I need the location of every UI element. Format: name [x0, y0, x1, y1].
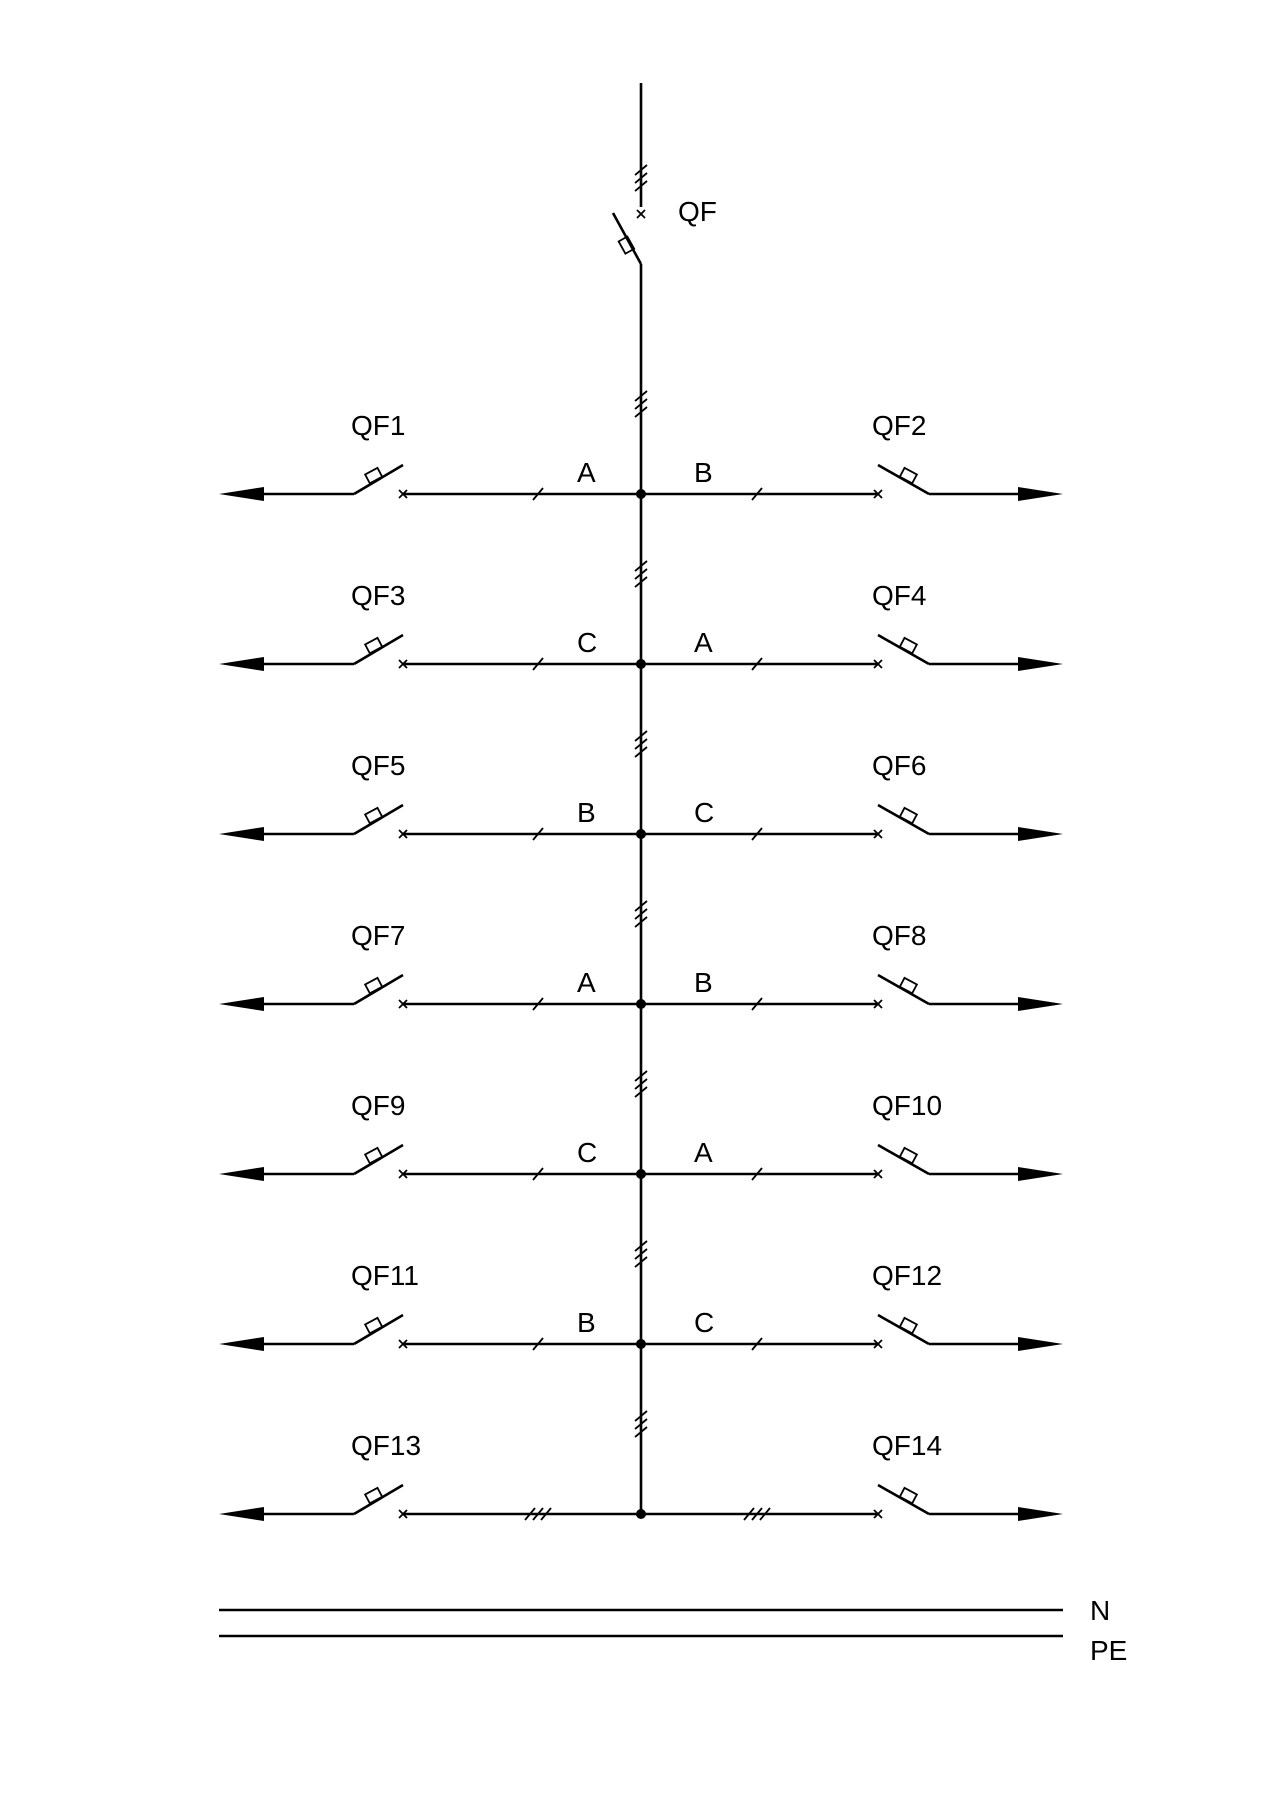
- right-arrow-icon: [1018, 997, 1063, 1011]
- right-arrow-icon: [1018, 1167, 1063, 1181]
- breaker-trip-unit: [900, 978, 917, 993]
- left-arrow-icon: [219, 657, 264, 671]
- right-arrow-icon: [1018, 487, 1063, 501]
- right-phase-label: C: [694, 1307, 715, 1338]
- junction-dot: [636, 1169, 646, 1179]
- right-breaker: [878, 805, 929, 834]
- right-arrow-icon: [1018, 1507, 1063, 1521]
- right-breaker-label: QF6: [872, 750, 927, 781]
- right-breaker: [878, 465, 929, 494]
- left-arrow-icon: [219, 487, 264, 501]
- right-arrow-icon: [1018, 1337, 1063, 1351]
- left-breaker-label: QF13: [351, 1430, 422, 1461]
- left-breaker-label: QF11: [351, 1260, 419, 1291]
- left-breaker: [354, 805, 403, 834]
- junction-dot: [636, 489, 646, 499]
- right-arrow-icon: [1018, 657, 1063, 671]
- junction-dot: [636, 999, 646, 1009]
- left-breaker-label: QF9: [351, 1090, 406, 1121]
- right-phase-label: B: [694, 967, 713, 998]
- left-breaker-label: QF7: [351, 920, 406, 951]
- main-breaker: [613, 196, 717, 264]
- left-arrow-icon: [219, 1337, 264, 1351]
- right-breaker: [878, 635, 929, 664]
- right-conductor-ticks: [744, 1508, 770, 1520]
- trunk-conductor-ticks: [635, 561, 647, 587]
- trunk-conductor-ticks: [635, 165, 647, 191]
- left-breaker: [354, 1315, 403, 1344]
- trunk-conductor-ticks: [635, 901, 647, 927]
- breaker-trip-unit: [365, 1148, 382, 1163]
- right-breaker-label: QF14: [872, 1430, 943, 1461]
- left-breaker: [354, 635, 403, 664]
- left-phase-label: B: [577, 797, 596, 828]
- junction-dot: [636, 1509, 646, 1519]
- right-breaker-label: QF12: [872, 1260, 943, 1291]
- left-arrow-icon: [219, 1507, 264, 1521]
- right-breaker-label: QF8: [872, 920, 927, 951]
- left-arrow-icon: [219, 827, 264, 841]
- main-breaker-contact: [613, 213, 641, 264]
- right-breaker-label: QF10: [872, 1090, 943, 1121]
- left-conductor-ticks: [525, 1508, 551, 1520]
- trunk-conductor-ticks: [635, 391, 647, 417]
- junction-dot: [636, 829, 646, 839]
- right-phase-label: A: [694, 1137, 713, 1168]
- left-phase-label: C: [577, 1137, 598, 1168]
- trunk-conductor-ticks: [635, 1411, 647, 1437]
- left-arrow-icon: [219, 997, 264, 1011]
- breaker-trip-unit: [365, 638, 382, 653]
- breaker-trip-unit: [365, 978, 382, 993]
- breaker-trip-unit: [900, 808, 917, 823]
- left-breaker-label: QF5: [351, 750, 406, 781]
- breaker-trip-unit: [900, 1148, 917, 1163]
- left-arrow-icon: [219, 1167, 264, 1181]
- right-breaker: [878, 1485, 929, 1514]
- junction-dot: [636, 659, 646, 669]
- trunk-conductor-ticks: [635, 1071, 647, 1097]
- breaker-trip-unit: [365, 1488, 382, 1503]
- trunk-conductor-ticks: [635, 1241, 647, 1267]
- main-busbar: [635, 83, 647, 1514]
- left-phase-label: A: [577, 967, 596, 998]
- left-breaker: [354, 1485, 403, 1514]
- right-breaker: [878, 1145, 929, 1174]
- junction-dot: [636, 1339, 646, 1349]
- main-breaker-label: QF: [678, 196, 717, 227]
- breaker-trip-unit: [900, 468, 917, 483]
- right-phase-label: A: [694, 627, 713, 658]
- right-breaker-label: QF4: [872, 580, 927, 611]
- left-phase-label: B: [577, 1307, 596, 1338]
- breaker-trip-unit: [900, 638, 917, 653]
- right-arrow-icon: [1018, 827, 1063, 841]
- breaker-trip-unit: [365, 468, 382, 483]
- left-phase-label: C: [577, 627, 598, 658]
- right-phase-label: B: [694, 457, 713, 488]
- left-phase-label: A: [577, 457, 596, 488]
- right-breaker-label: QF2: [872, 410, 927, 441]
- left-breaker: [354, 465, 403, 494]
- breaker-trip-unit: [900, 1488, 917, 1503]
- right-breaker: [878, 1315, 929, 1344]
- main-breaker-fixed-contact: [637, 210, 645, 218]
- right-phase-label: C: [694, 797, 715, 828]
- trunk-conductor-ticks: [635, 731, 647, 757]
- right-breaker: [878, 975, 929, 1004]
- neutral-bus-label: N: [1090, 1595, 1111, 1626]
- breaker-trip-unit: [900, 1318, 917, 1333]
- breaker-trip-unit: [365, 1318, 382, 1333]
- protective-earth-bus-label: PE: [1090, 1635, 1128, 1666]
- auxiliary-buses: [219, 1595, 1127, 1666]
- left-breaker: [354, 975, 403, 1004]
- left-breaker-label: QF1: [351, 410, 406, 441]
- left-breaker: [354, 1145, 403, 1174]
- left-breaker-label: QF3: [351, 580, 406, 611]
- breaker-trip-unit: [365, 808, 382, 823]
